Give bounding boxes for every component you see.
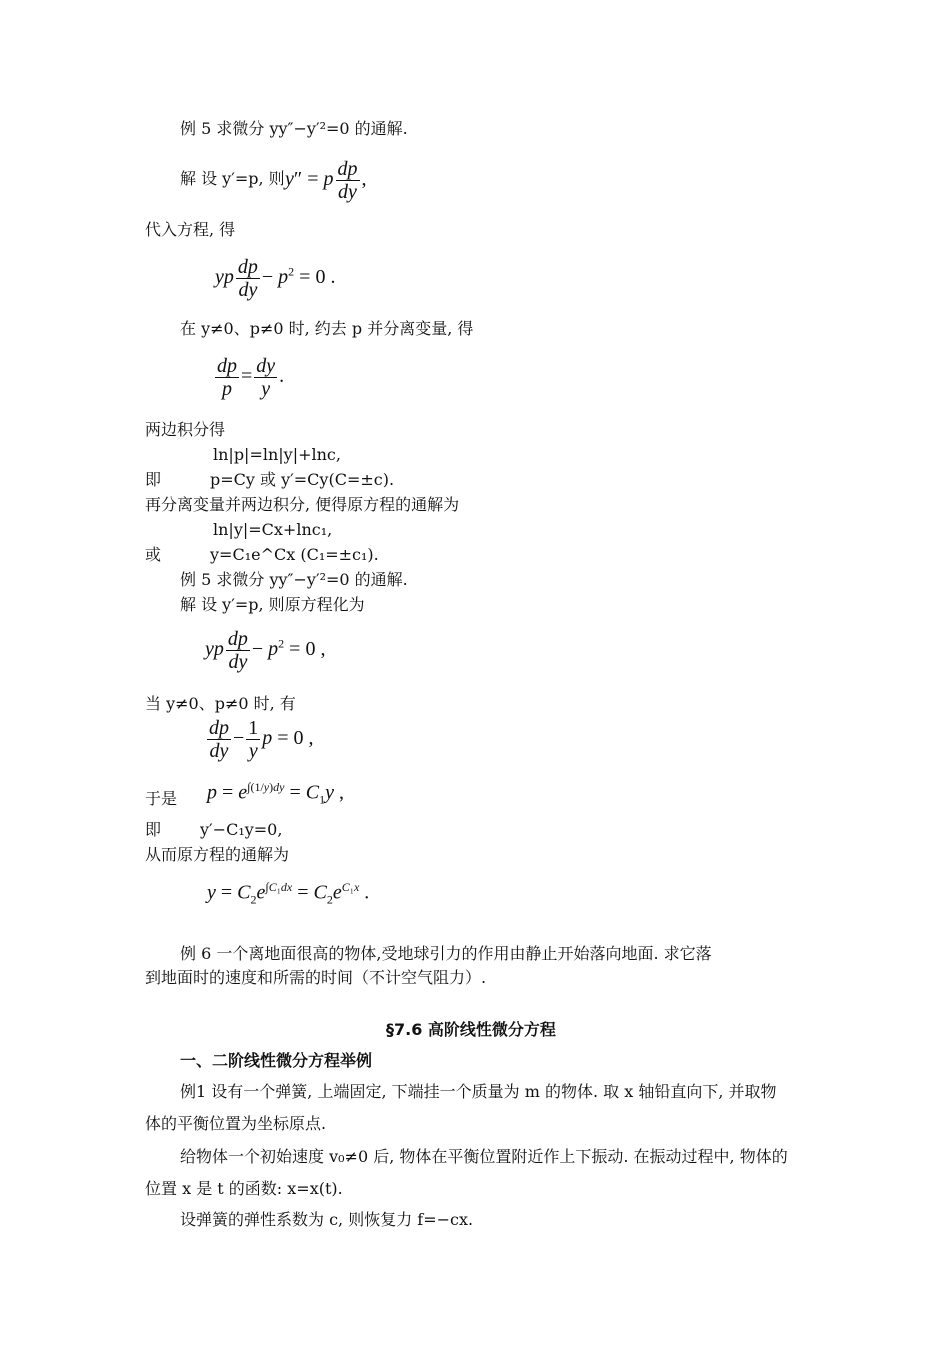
log-y-equation: ln|y|=Cx+lnc₁, [213, 520, 333, 539]
label-ji-2: 即 [145, 820, 162, 839]
label-ji: 即 [145, 470, 162, 489]
formula-substituted: yp $\frac{dp}{dy}$ − $p^2 = 0$ . [215, 256, 336, 301]
condition-text: 当 y≠0、p≠0 时, 有 [145, 694, 296, 713]
formula-y-double-prime: y″ = p $\frac{dp}{dy}$ , [285, 158, 367, 203]
separate-again-text: 再分离变量并两边积分, 便得原方程的通解为 [145, 495, 460, 514]
solution-intro: 解 设 y′=p, 则 [180, 169, 285, 188]
formula-substituted-2: yp $\frac{dp}{dy}$ − $p^2 = 0$ , [205, 628, 326, 673]
example5-repeat: 例 5 求微分 yy″−y′²=0 的通解. [180, 570, 408, 589]
separate-variables-text: 在 y≠0、p≠0 时, 约去 p 并分离变量, 得 [180, 319, 474, 338]
general-solution-text: 从而原方程的通解为 [145, 845, 290, 864]
subsection-title: 一、二阶线性微分方程举例 [180, 1051, 373, 1070]
integrate-text: 两边积分得 [145, 420, 226, 439]
example1-line1: 例1 设有一个弹簧, 上端固定, 下端挂一个质量为 m 的物体. 取 x 轴铅直向下, 并取物 [180, 1082, 777, 1101]
formula-linear: $\frac{dp}{dy}$ − $\frac{1}{y}$ p = 0 , [209, 717, 314, 762]
substitute-text: 代入方程, 得 [145, 220, 236, 239]
spring-force-line: 设弹簧的弹性系数为 c, 则恢复力 f=−cx. [180, 1210, 474, 1229]
example6-line1: 例 6 一个离地面很高的物体,受地球引力的作用由静止开始落向地面. 求它落 [180, 944, 712, 963]
label-yushi: 于是 [145, 789, 178, 808]
example5-statement: 例 5 求微分 yy″−y′²=0 的通解. [180, 119, 408, 138]
example1-line2: 体的平衡位置为坐标原点. [145, 1114, 327, 1133]
formula-separated: $\frac{dp}{p}$ = $\frac{dy}{y}$ . [217, 355, 285, 400]
formula-exp-integral: $p = e^{\int(1/y)dy} = C_1y$ , [207, 780, 344, 807]
label-huo: 或 [145, 545, 162, 564]
general-solution-1: y=C₁e^Cx (C₁=±c₁). [210, 545, 379, 564]
formula-general-solution: $y = C_2e^{\int C_1dx} = C_2e^{C_1x}$ . [207, 880, 370, 907]
example6-line2: 到地面时的速度和所需的时间（不计空气阻力）. [145, 968, 487, 987]
initial-velocity-line1: 给物体一个初始速度 v₀≠0 后, 物体在平衡位置附近作上下振动. 在振动过程中, 物体的 [180, 1147, 788, 1166]
log-equation: ln|p|=ln|y|+lnc, [213, 445, 341, 464]
linear-equation: y′−C₁y=0, [200, 820, 283, 839]
p-equals-cy: p=Cy 或 y′=Cy(C=±c). [210, 470, 395, 489]
section-title: §7.6 高阶线性微分方程 [386, 1020, 556, 1039]
solution-intro-2: 解 设 y′=p, 则原方程化为 [180, 595, 365, 614]
initial-velocity-line2: 位置 x 是 t 的函数: x=x(t). [145, 1179, 343, 1198]
